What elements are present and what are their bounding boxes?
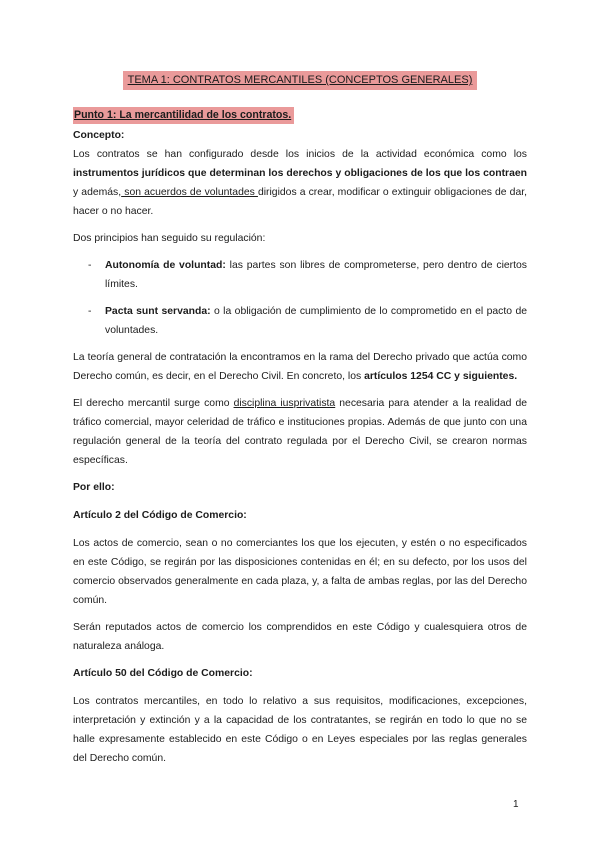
article-50-heading: Artículo 50 del Código de Comercio:: [73, 668, 253, 679]
p1-text-a: Los contratos se han configurado desde los inicios de la actividad económica como los: [73, 149, 527, 160]
por-ello-heading: Por ello:: [73, 482, 115, 493]
article-2-heading: Artículo 2 del Código de Comercio:: [73, 510, 247, 521]
list-item: [73, 302, 527, 340]
paragraph-mercantile-law: [73, 394, 527, 470]
principle-text: o la obligación de cumplimiento de lo comprometido en el pacto de voluntades.: [105, 306, 528, 336]
article-50-paragraph-1: Los contratos mercantiles, en todo lo relativo a sus requisitos, modificaciones, excepciones, interpretación y extinción y a la capacidad de los contratantes, se regirán en todo lo que no se halle expresamente establecido en este Código o en Leyes especiales por las reglas generales del Derecho común.: [73, 696, 527, 764]
p4-text-c: necesaria para atender a la realidad de tráfico comercial, mayor celeridad de tráfico e instituciones propias. Además de que junto con una regulación general de la teoría del contrato regulada por el Derecho Civil, se crearon normas específicas.: [73, 398, 527, 466]
p1-text-e: dirigidos a crear, modificar o extinguir obligaciones de dar, hacer o no hacer.: [73, 187, 528, 217]
document-title: TEMA 1: CONTRATOS MERCANTILES (CONCEPTOS GENERALES): [123, 71, 478, 90]
principle-term: Autonomía de voluntad:: [105, 260, 226, 271]
article-2-paragraph-1: Los actos de comercio, sean o no comerciantes los que los ejecuten, y estén o no especificados en este Código, se regirán por las disposiciones contenidas en él; en su defecto, por los usos del comercio observados generalmente en cada plaza, y, a falta de ambas reglas, por las del Derecho común.: [73, 538, 527, 606]
document-body: [73, 106, 527, 776]
article-2-paragraph-2: Serán reputados actos de comercio los comprendidos en este Código y cualesquiera otros de naturaleza análoga.: [73, 622, 527, 652]
list-bullet: -: [88, 306, 92, 317]
point-heading-wrap: [73, 106, 527, 125]
paragraph-definition: [73, 145, 527, 221]
p1-text-c: y además,: [73, 187, 122, 198]
p1-bold-instruments: instrumentos jurídicos que determinan los derechos y obligaciones de los que los contraen: [73, 168, 527, 179]
page-number: 1: [513, 799, 519, 810]
principle-text: las partes son libres de comprometerse, pero dentro de ciertos límites.: [105, 260, 527, 290]
p3-bold-articles: artículos 1254 CC y siguientes.: [364, 371, 518, 382]
principles-list: [73, 256, 527, 340]
point-heading: Punto 1: La mercantilidad de los contratos.: [73, 107, 294, 124]
p4-underlined-discipline: disciplina iusprivatista: [233, 398, 336, 409]
paragraph-general-theory: [73, 348, 527, 386]
list-bullet: -: [88, 260, 92, 271]
p1-underlined-agreements: son acuerdos de voluntades: [121, 187, 258, 198]
p3-text-a: La teoría general de contratación la encontramos en la rama del Derecho privado que actúa como Derecho común, es decir, en el Derecho Civil. En concreto, los: [73, 352, 527, 382]
paragraph-principles-intro: Dos principios han seguido su regulación:: [73, 233, 266, 244]
principle-term: Pacta sunt servanda:: [105, 306, 211, 317]
concept-label: Concepto:: [73, 130, 125, 141]
list-item: [73, 256, 527, 294]
p4-text-a: El derecho mercantil surge como: [73, 398, 234, 409]
title-wrap: [0, 71, 600, 90]
